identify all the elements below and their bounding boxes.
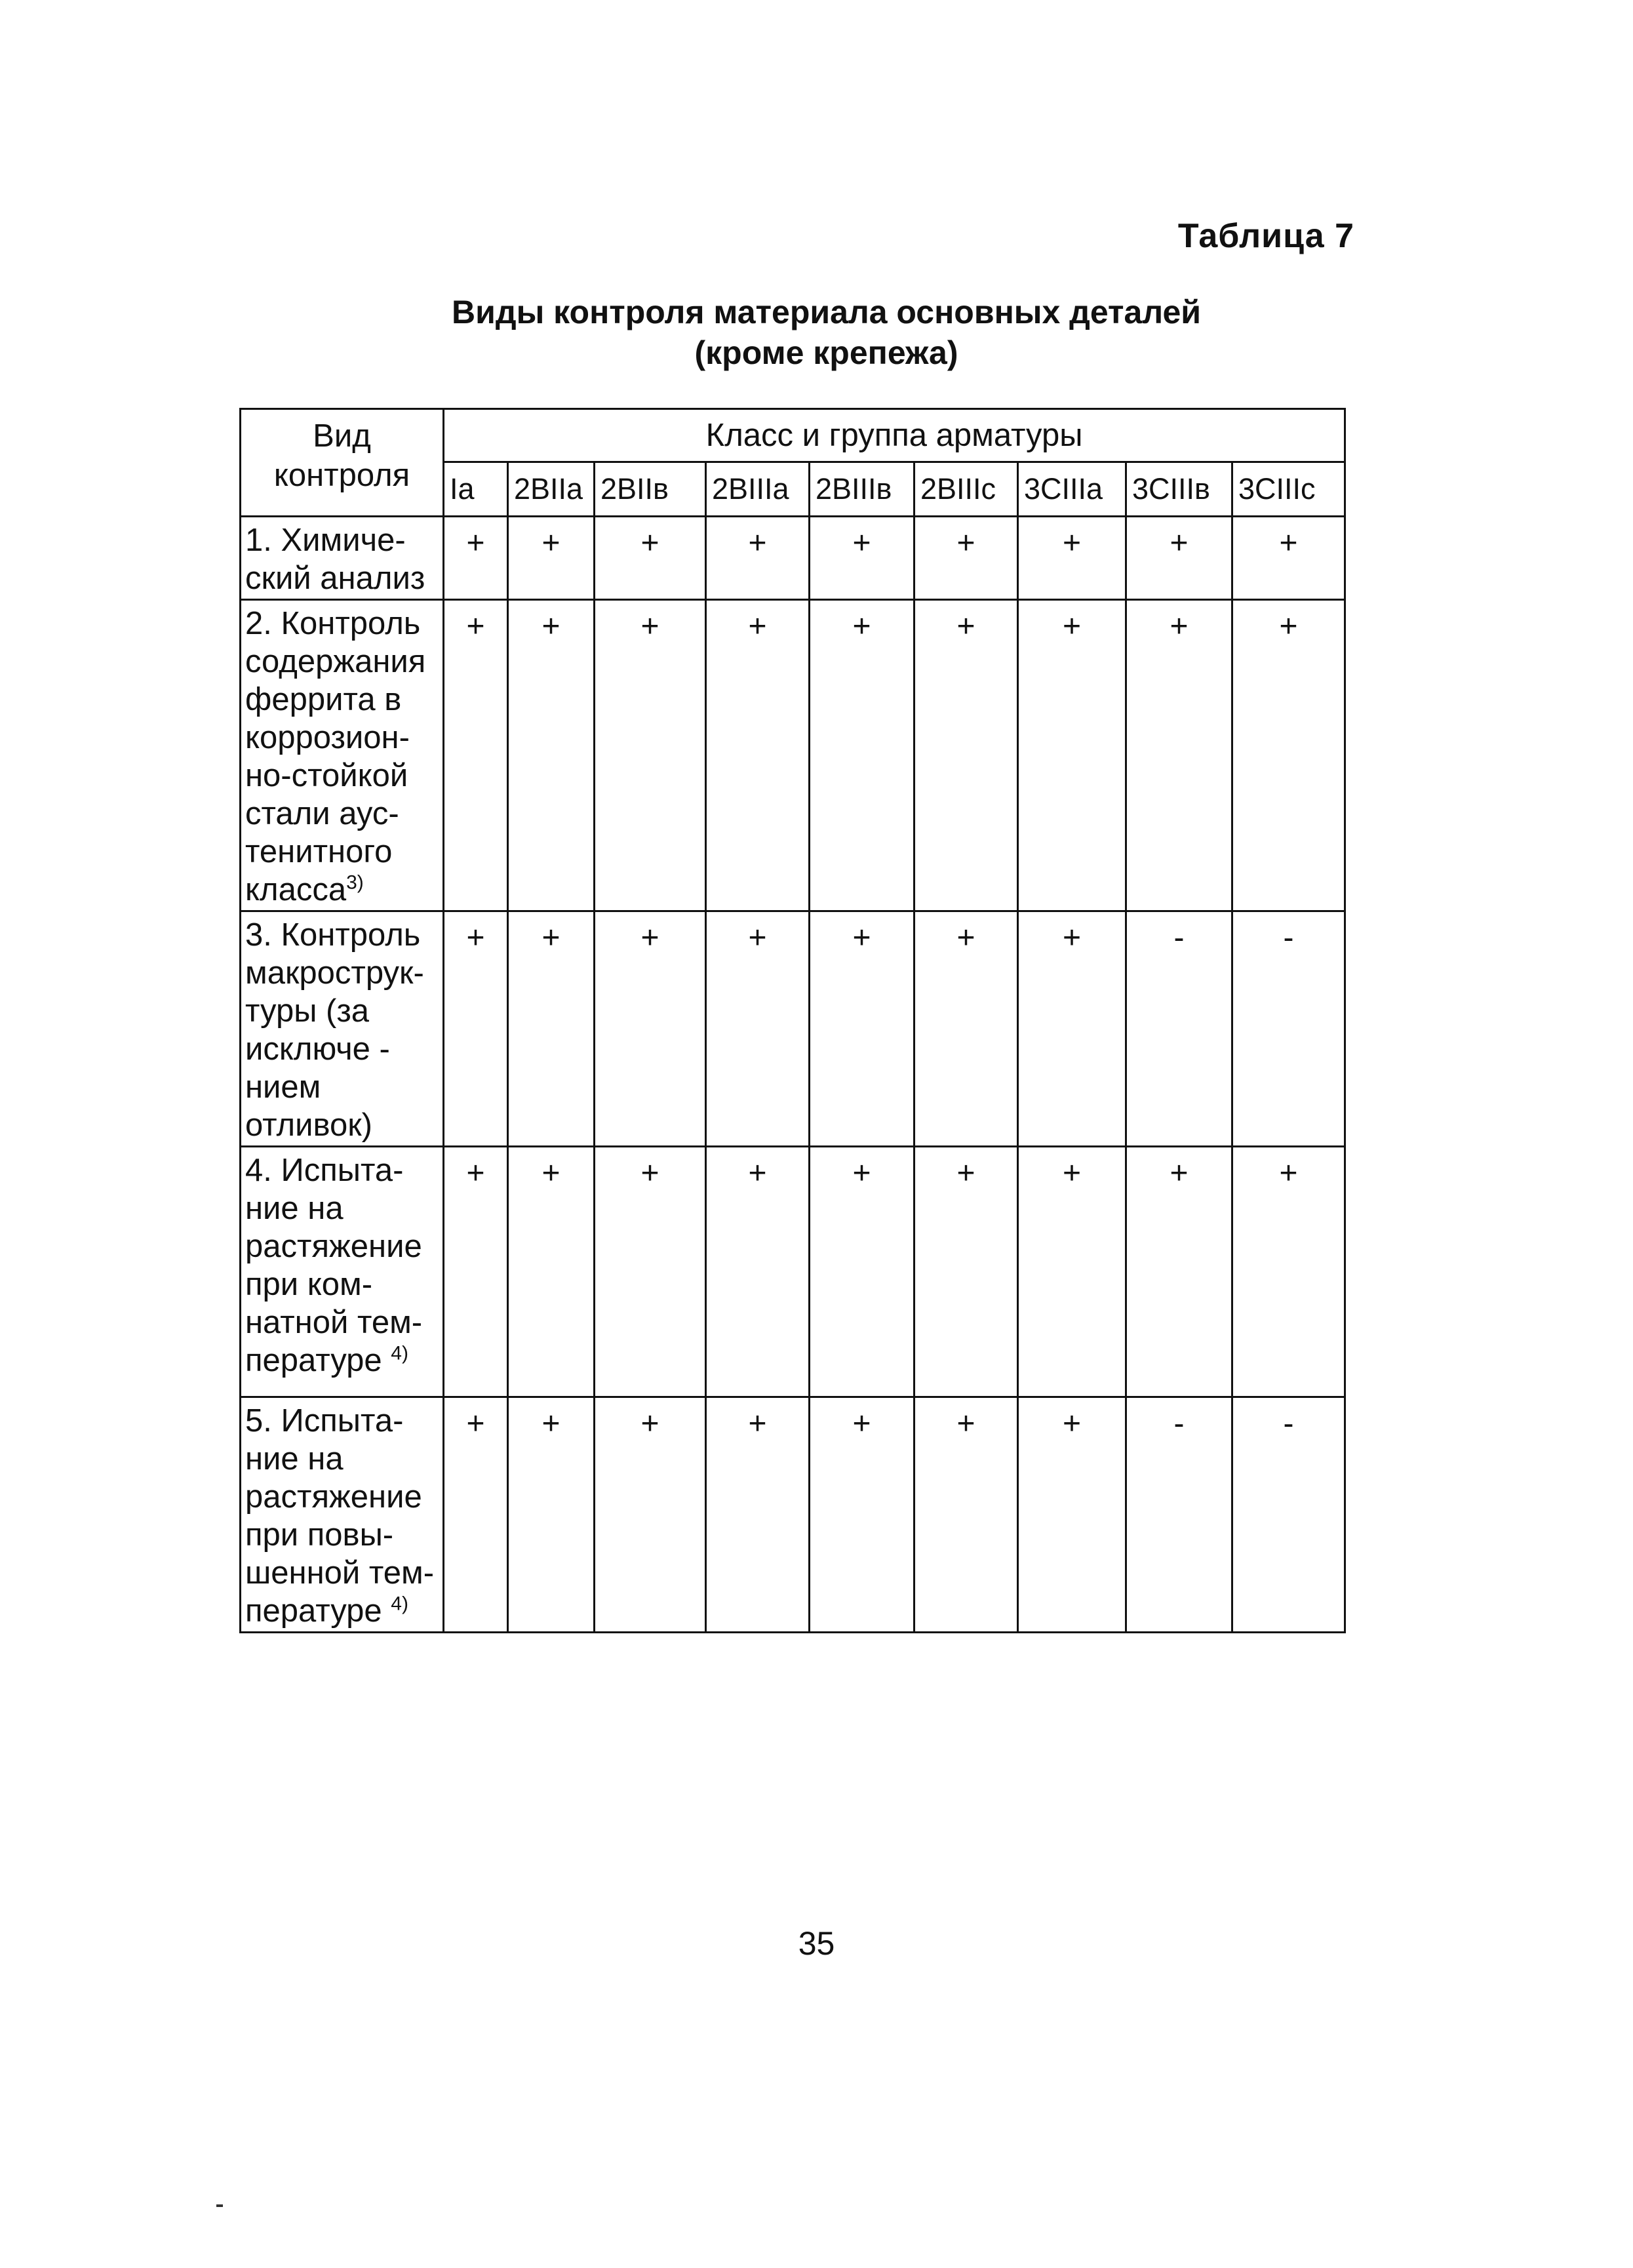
mark-cell: +	[595, 1397, 706, 1633]
header-class: 3CIIIв	[1126, 462, 1232, 517]
mark-cell: -	[1126, 911, 1232, 1147]
mark-cell: +	[1126, 1147, 1232, 1397]
header-row-group	[241, 409, 1345, 462]
control-kind-cell	[241, 1397, 444, 1633]
mark-cell: +	[915, 1397, 1018, 1633]
title-line-2: (кроме крепежа)	[694, 334, 958, 371]
mark-cell: +	[810, 600, 915, 911]
mark-cell: +	[444, 1147, 508, 1397]
header-class: 3CIIIa	[1018, 462, 1126, 517]
mark-cell: +	[508, 600, 595, 911]
table-row	[241, 600, 1345, 911]
control-kind-cell	[241, 600, 444, 911]
control-kind-text: 5. Испыта- ние на растяжение при повы- шенной тем- пературе	[245, 1403, 435, 1629]
header-class: 3CIIIc	[1232, 462, 1345, 517]
mark-cell: +	[508, 517, 595, 600]
header-class: 2BIIIc	[915, 462, 1018, 517]
mark-cell: +	[810, 911, 915, 1147]
mark-cell: +	[595, 911, 706, 1147]
control-types-table	[239, 408, 1346, 1633]
table-title	[0, 292, 1633, 373]
mark-cell: +	[915, 600, 1018, 911]
footnote-mark: 3)	[346, 871, 364, 894]
mark-cell: +	[444, 1397, 508, 1633]
mark-cell: +	[508, 911, 595, 1147]
mark-cell: +	[444, 600, 508, 911]
footnote-mark: 4)	[391, 1342, 408, 1364]
mark-cell: +	[444, 517, 508, 600]
mark-cell: +	[810, 1147, 915, 1397]
mark-cell: +	[706, 1397, 810, 1633]
header-class: 2BIIa	[508, 462, 595, 517]
table-number: Таблица 7	[1177, 217, 1354, 255]
table-row	[241, 911, 1345, 1147]
mark-cell: +	[915, 1147, 1018, 1397]
footnote-mark: 4)	[391, 1593, 408, 1615]
table-row	[241, 1397, 1345, 1633]
mark-cell: +	[1018, 600, 1126, 911]
header-class: 2BIIIв	[810, 462, 915, 517]
mark-cell: +	[1018, 1147, 1126, 1397]
page-number: 35	[798, 1925, 835, 1962]
title-line-1: Виды контроля материала основных деталей	[451, 294, 1202, 330]
mark-cell: -	[1232, 911, 1345, 1147]
mark-cell: +	[706, 1147, 810, 1397]
mark-cell: +	[1232, 517, 1345, 600]
mark-cell: +	[1232, 1147, 1345, 1397]
mark-cell: +	[915, 517, 1018, 600]
mark-cell: +	[810, 517, 915, 600]
control-kind-cell	[241, 1147, 444, 1397]
mark-cell: +	[595, 1147, 706, 1397]
control-kind-text: 1. Химиче- ский анализ	[245, 523, 425, 596]
header-control-kind: Вид контроля	[241, 409, 444, 517]
header-class: Ia	[444, 462, 508, 517]
header-valve-class-group: Класс и группа арматуры	[444, 409, 1345, 462]
control-kind-cell	[241, 911, 444, 1147]
control-kind-cell	[241, 517, 444, 600]
mark-cell: +	[1018, 911, 1126, 1147]
control-kind-text: 3. Контроль макрострук- туры (за исключе - нием отливок)	[245, 917, 424, 1143]
mark-cell: -	[1232, 1397, 1345, 1633]
scan-artifact	[216, 2204, 223, 2207]
mark-cell: +	[595, 517, 706, 600]
table-row	[241, 517, 1345, 600]
mark-cell: +	[706, 911, 810, 1147]
mark-cell: +	[1126, 517, 1232, 600]
mark-cell: +	[1232, 600, 1345, 911]
mark-cell: +	[508, 1147, 595, 1397]
mark-cell: +	[915, 911, 1018, 1147]
table-row	[241, 1147, 1345, 1397]
mark-cell: +	[508, 1397, 595, 1633]
mark-cell: -	[1126, 1397, 1232, 1633]
mark-cell: +	[444, 911, 508, 1147]
control-kind-text: 4. Испыта- ние на растяжение при ком- натной тем- пературе	[245, 1153, 423, 1378]
mark-cell: +	[1018, 517, 1126, 600]
mark-cell: +	[810, 1397, 915, 1633]
mark-cell: +	[706, 517, 810, 600]
control-kind-text: 2. Контроль содержания феррита в коррозион- но-стойкой стали аус- тенитного класса	[245, 606, 426, 907]
mark-cell: +	[595, 600, 706, 911]
header-class: 2BIIв	[595, 462, 706, 517]
mark-cell: +	[1126, 600, 1232, 911]
mark-cell: +	[706, 600, 810, 911]
header-class: 2BIIIa	[706, 462, 810, 517]
mark-cell: +	[1018, 1397, 1126, 1633]
